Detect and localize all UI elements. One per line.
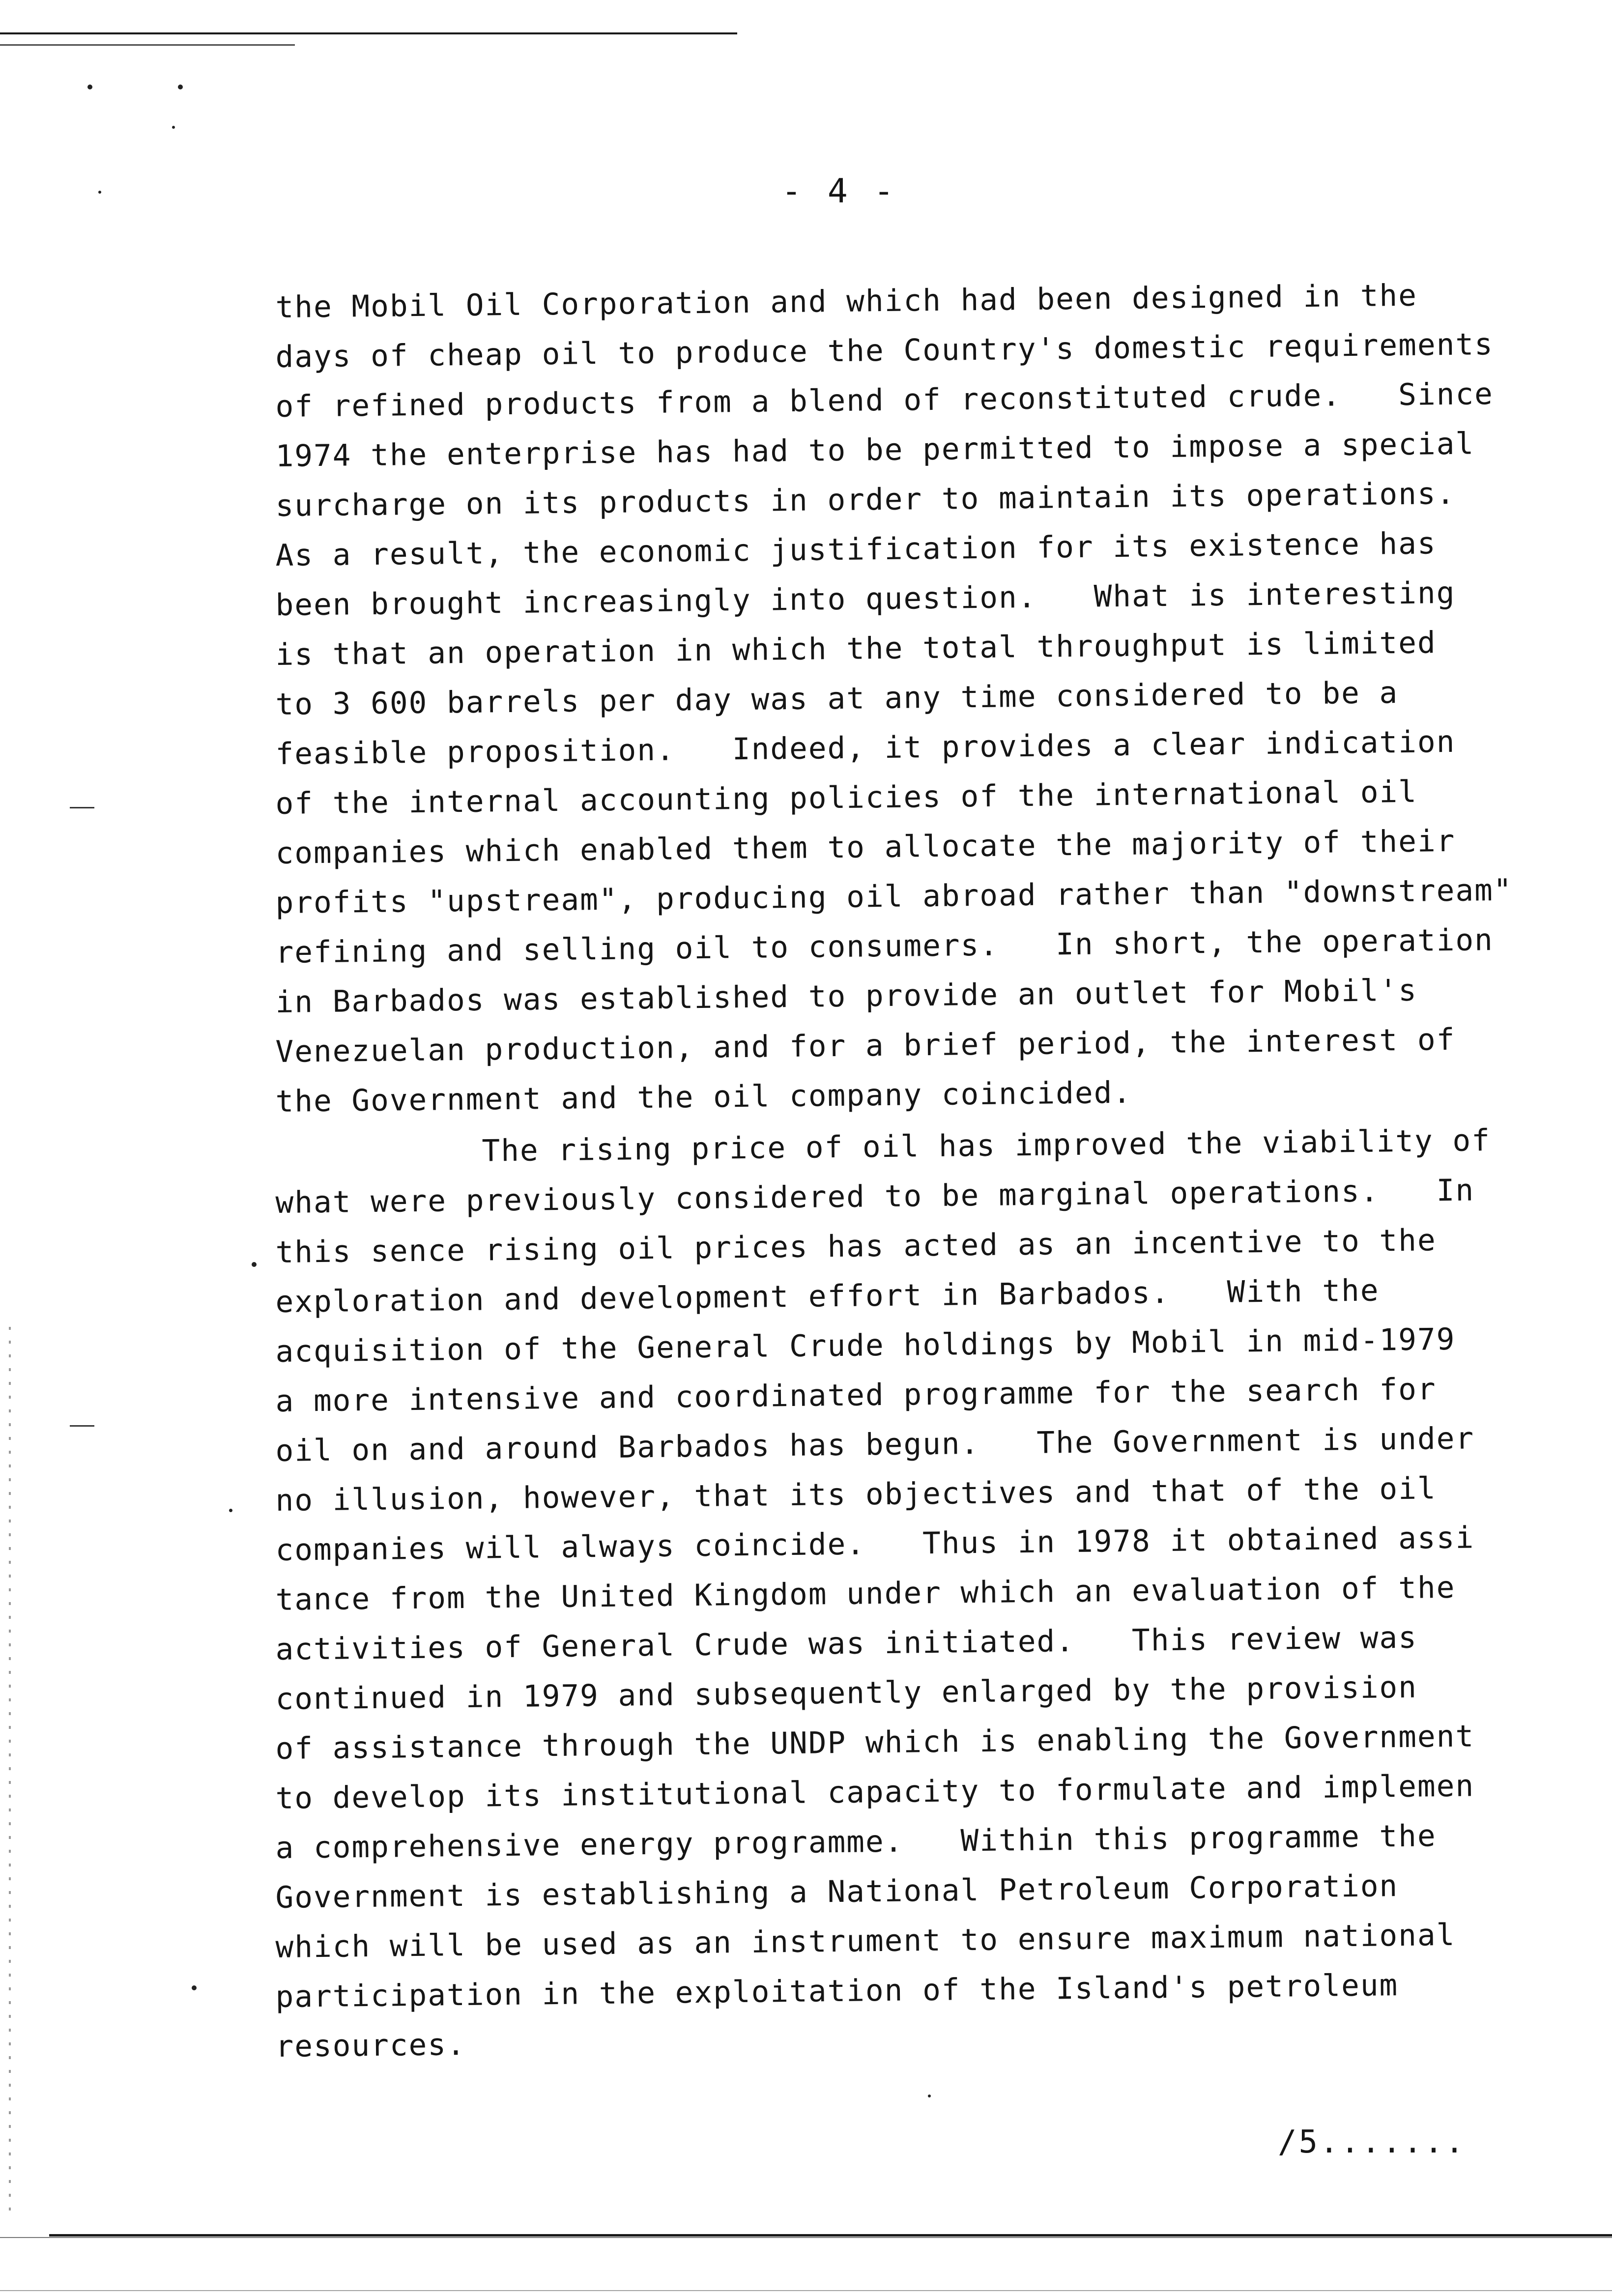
text-line: continued in 1979 and subsequently enlarged by the provision: [275, 1669, 1418, 1717]
scan-speck: [178, 85, 183, 89]
text-line: profits "upstream", producing oil abroad rather than "downstream": [275, 872, 1513, 920]
text-line: what were previously considered to be marginal operations. In: [275, 1173, 1475, 1220]
text-line: a comprehensive energy programme. Within this programme the: [275, 1818, 1437, 1866]
text-line: a more intensive and coordinated programme for the search for: [275, 1372, 1437, 1419]
text-line: refining and selling oil to consumers. In short, the operation: [275, 922, 1494, 970]
page-number: - 4 -: [781, 172, 897, 211]
text-line: is that an operation in which the total throughput is limited: [275, 625, 1437, 672]
scan-speck: [192, 1985, 197, 1990]
scan-speck: [252, 1262, 257, 1267]
text-line: of the internal accounting policies of the international oil: [275, 774, 1418, 821]
text-line: companies will always coincide. Thus in 1978 it obtained assi: [275, 1520, 1475, 1568]
text-line: participation in the exploitation of the Island's petroleum: [275, 1968, 1399, 2014]
scan-mark: [70, 1425, 94, 1427]
bottom-edge-rule: [0, 2290, 1612, 2291]
text-line: acquisition of the General Crude holdings by Mobil in mid-1979: [275, 1321, 1456, 1369]
scan-speck: [172, 126, 175, 129]
scan-speck: [229, 1509, 232, 1512]
scan-edge-noise: [9, 1327, 11, 2211]
continuation-marker: /5.......: [1278, 2124, 1466, 2160]
text-line: been brought increasingly into question. What is interesting: [275, 575, 1456, 623]
text-line: surcharge on its products in order to maintain its operations.: [275, 476, 1456, 523]
text-line: which will be used as an instrument to ensure maximum national: [275, 1917, 1456, 1965]
text-line: tance from the United Kingdom under which an evaluation of the: [275, 1570, 1456, 1617]
text-line: activities of General Crude was initiated. This review was: [275, 1620, 1418, 1667]
bottom-rule: [49, 2234, 1612, 2237]
scan-speck: [98, 191, 101, 194]
document-body: [275, 278, 1602, 2071]
text-line: the Mobil Oil Corporation and which had been designed in the: [275, 278, 1418, 325]
top-rule-secondary: [0, 44, 295, 46]
text-line: As a result, the economic justification for its existence has: [275, 526, 1437, 573]
text-line: Government is establishing a National Petroleum Corporation: [275, 1868, 1399, 1915]
text-line: the Government and the oil company coincided.: [275, 1075, 1132, 1119]
text-line: no illusion, however, that its objectives and that of the oil: [275, 1471, 1437, 1518]
text-line: The rising price of oil has improved the viability of: [482, 1123, 1491, 1169]
text-line: to develop its institutional capacity to formulate and implemen: [275, 1768, 1475, 1816]
text-line: to 3 600 barrels per day was at any time considered to be a: [275, 675, 1399, 722]
text-line: of refined products from a blend of reconstituted crude. Since: [275, 376, 1494, 424]
text-line: exploration and development effort in Barbados. With the: [275, 1273, 1380, 1320]
text-line: 1974 the enterprise has had to be permitted to impose a special: [275, 426, 1475, 474]
text-line: resources.: [275, 2027, 466, 2064]
paragraph-2: [275, 1123, 1602, 2071]
text-line: feasible proposition. Indeed, it provides a clear indication: [275, 724, 1456, 772]
text-line: of assistance through the UNDP which is enabling the Government: [275, 1719, 1475, 1766]
scan-speck: [928, 2095, 931, 2097]
text-line: Venezuelan production, and for a brief period, the interest of: [275, 1022, 1456, 1069]
paragraph-1: [275, 278, 1602, 1126]
top-rule: [0, 32, 737, 34]
text-line: oil on and around Barbados has begun. The Government is under: [275, 1421, 1475, 1468]
text-line: in Barbados was established to provide an outlet for Mobil's: [275, 973, 1418, 1020]
scan-mark: [70, 807, 94, 808]
text-line: days of cheap oil to produce the Country's domestic requirements: [275, 327, 1494, 374]
text-line: this sence rising oil prices has acted as an incentive to the: [275, 1223, 1437, 1270]
bottom-rule-secondary: [0, 2237, 1612, 2238]
scan-speck: [87, 85, 92, 89]
text-line: companies which enabled them to allocate the majority of their: [275, 823, 1456, 871]
